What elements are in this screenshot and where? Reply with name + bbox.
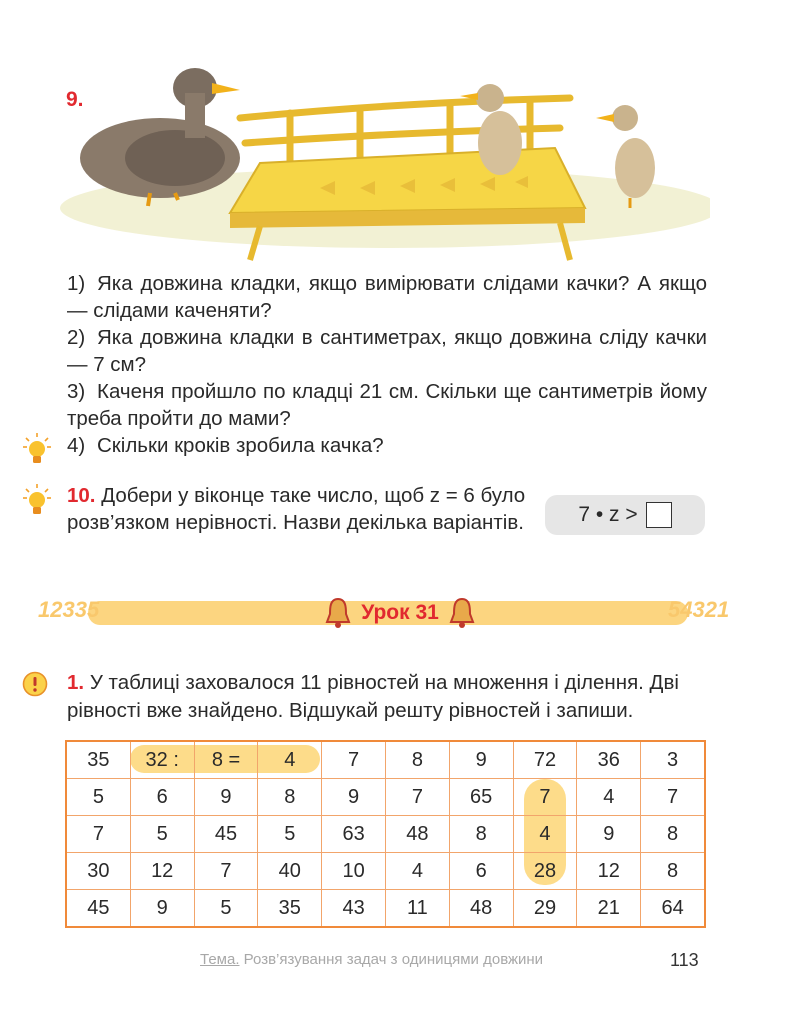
- grid-cell: 28: [513, 853, 577, 890]
- task-10-number: 10.: [67, 484, 96, 507]
- task-9-item-2: 2) Яка довжина кладки в сантиметрах, якщо довжина сліду качки — 7 см?: [67, 326, 707, 376]
- grid-cell: 5: [130, 816, 194, 853]
- footer-topic-text: Розв’язування задач з одиницями довжини: [243, 951, 544, 968]
- footer-topic-label: Тема.: [200, 951, 240, 968]
- task-9-item-4: 4) Скільки кроків зробила качка?: [67, 434, 384, 457]
- inequality-box: [545, 495, 705, 535]
- attention-icon: [22, 671, 48, 697]
- grid-cell: 9: [449, 741, 513, 779]
- grid-cell: 7: [322, 741, 386, 779]
- grid-cell: 45: [194, 816, 258, 853]
- grid-cell: 12: [577, 853, 641, 890]
- grid-cell: 65: [449, 779, 513, 816]
- grid-cell: 48: [385, 816, 449, 853]
- grid-cell: 3: [641, 741, 705, 779]
- grid-cell: 7: [513, 779, 577, 816]
- grid-cell: 11: [385, 890, 449, 928]
- number-grid: [65, 740, 706, 928]
- task-9-list: [67, 270, 707, 459]
- grid-cell: 32 :: [130, 741, 194, 779]
- task-9-number: 9.: [66, 88, 84, 111]
- grid-cell: 21: [577, 890, 641, 928]
- decor-digits-right: 54321: [668, 597, 730, 622]
- grid-cell: 7: [641, 779, 705, 816]
- grid-cell: 36: [577, 741, 641, 779]
- task-9-item-1: 1) Яка довжина кладки, якщо вимірювати слідами качки? А якщо — слідами каченяти?: [67, 272, 707, 322]
- grid-cell: 63: [322, 816, 386, 853]
- grid-cell: 9: [130, 890, 194, 928]
- grid-cell: 40: [258, 853, 322, 890]
- grid-cell: 30: [66, 853, 130, 890]
- answer-square[interactable]: [646, 502, 672, 528]
- grid-cell: 4: [385, 853, 449, 890]
- grid-cell: 6: [449, 853, 513, 890]
- task-1: [67, 669, 707, 725]
- decor-digits-left: 12335: [38, 597, 100, 622]
- grid-cell: 4: [258, 741, 322, 779]
- table-row: [66, 816, 705, 853]
- bell-icon: [325, 596, 351, 630]
- grid-cell: 35: [258, 890, 322, 928]
- grid-cell: 43: [322, 890, 386, 928]
- grid-cell: 9: [194, 779, 258, 816]
- task-9-item-3: 3) Каченя пройшло по кладці 21 см. Скільки ще сантиметрів йому треба пройти до мами?: [67, 380, 707, 430]
- grid-cell: 8: [641, 853, 705, 890]
- grid-cell: 35: [66, 741, 130, 779]
- grid-cell: 9: [322, 779, 386, 816]
- lightbulb-icon: [22, 483, 52, 519]
- grid-cell: 29: [513, 890, 577, 928]
- grid-cell: 12: [130, 853, 194, 890]
- task-1-text: У таблиці заховалося 11 рівностей на множення і ділення. Дві рівності вже знайдено. Відшукай решту рівностей і запиши.: [67, 671, 679, 722]
- table-row: [66, 779, 705, 816]
- bell-icon: [449, 596, 475, 630]
- page-number: 113: [670, 950, 699, 970]
- grid-cell: 64: [641, 890, 705, 928]
- lesson-title-group: [300, 588, 500, 638]
- grid-cell: 7: [385, 779, 449, 816]
- grid-cell: 8: [258, 779, 322, 816]
- grid-cell: 4: [513, 816, 577, 853]
- grid-cell: 6: [130, 779, 194, 816]
- table-row: [66, 853, 705, 890]
- grid-cell: 7: [66, 816, 130, 853]
- grid-cell: 8 =: [194, 741, 258, 779]
- grid-cell: 10: [322, 853, 386, 890]
- footer-topic: [200, 951, 543, 968]
- grid-cell: 5: [66, 779, 130, 816]
- grid-cell: 7: [194, 853, 258, 890]
- grid-cell: 5: [258, 816, 322, 853]
- grid-cell: 4: [577, 779, 641, 816]
- grid-cell: 5: [194, 890, 258, 928]
- grid-cell: 8: [449, 816, 513, 853]
- inequality-expression: 7 • z >: [578, 503, 638, 526]
- grid-cell: 72: [513, 741, 577, 779]
- lesson-title: Урок 31: [361, 601, 439, 624]
- lightbulb-icon: [22, 432, 52, 468]
- task-10-text: Добери у віконце таке число, щоб z = 6 було розв’язком нерівності. Назви декілька варіантів.: [67, 484, 526, 534]
- task-10: [67, 482, 527, 536]
- grid-cell: 9: [577, 816, 641, 853]
- table-row: [66, 741, 705, 779]
- grid-cell: 45: [66, 890, 130, 928]
- task-1-number: 1.: [67, 671, 85, 694]
- grid-cell: 48: [449, 890, 513, 928]
- ducks-bridge-illustration: [60, 48, 710, 263]
- grid-cell: 8: [385, 741, 449, 779]
- grid-cell: 8: [641, 816, 705, 853]
- table-row: [66, 890, 705, 928]
